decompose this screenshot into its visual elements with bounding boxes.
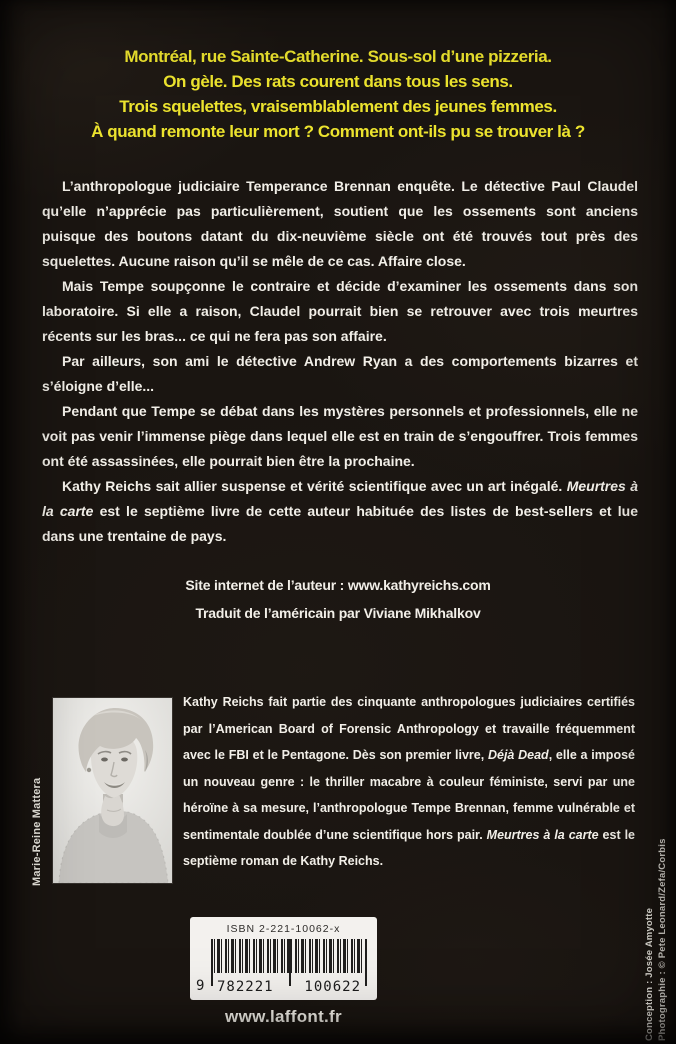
bio-text: , elle a imposé un nouveau genre : le thriller macabre à couleur féministe, servi par une héroïne à sa mesure, l’anthropologue Tempe Brennan, femme vulnérable et sentimentale doublée d’une scientifique hors pair. (183, 748, 635, 842)
credit-photographie-vertical: Photographie : © Pete Leonard/Zefa/Corbis (657, 838, 668, 1041)
synopsis-text: est le septième livre de cette auteur habituée des listes de best-sellers et lue dans une trentaine de pays. (42, 503, 638, 544)
synopsis (42, 174, 638, 549)
book-title-italic: Meurtres à la carte (42, 478, 638, 519)
author-bio (183, 689, 635, 875)
synopsis-paragraph: Par ailleurs, son ami le détective Andrew Ryan a des comportements bizarres et s’éloigne d’elle... (42, 353, 638, 394)
synopsis-paragraph: L’anthropologue judiciaire Temperance Brennan enquête. Le détective Paul Claudel qu’elle n’apprécie pas particulièrement, soutient que les ossements sont anciens puisque des boutons datant du dix-neuvième siècle ont été trouvés tout près des squelettes. Aucune raison qu’il se mêle de ce cas. Affaire close. (42, 178, 638, 269)
teaser-line: On gèle. Des rats courent dans tous les sens. (163, 72, 513, 91)
author-website-line: Site internet de l’auteur : www.kathyreichs.com (185, 577, 491, 593)
author-photo (53, 698, 172, 883)
author-portrait-photo (53, 698, 172, 883)
translator-line: Traduit de l’américain par Viviane Mikhalkov (195, 605, 481, 621)
barcode-digit-group: 782221 (214, 979, 277, 995)
teaser-line: Montréal, rue Sainte-Catherine. Sous-sol d’une pizzeria. (124, 47, 552, 66)
synopsis-text: Kathy Reichs sait allier suspense et vérité scientifique avec un art inégalé. (62, 478, 567, 494)
synopsis-paragraph: Mais Tempe soupçonne le contraire et décide d’examiner les ossements dans son laboratoire. Si elle a raison, Claudel pourrait bien se retrouver avec trois meurtres récents sur les bras... ce qui ne fera pas son affaire. (42, 278, 638, 344)
photo-credit-vertical: Marie-Reine Mattera (31, 777, 43, 886)
credit-conception-vertical: Conception : Josée Amyotte (644, 907, 655, 1041)
teaser-line: À quand remonte leur mort ? Comment ont-ils pu se trouver là ? (91, 122, 585, 141)
barcode-guard (365, 939, 367, 986)
bio-paragraph (183, 689, 635, 875)
synopsis-paragraph (42, 474, 638, 549)
barcode-box (190, 917, 377, 1000)
synopsis-paragraph: Pendant que Tempe se débat dans les mystères personnels et professionnels, elle ne voit pas venir l’immense piège dans lequel elle est en train de s’engouffrer. Trois femmes ont été assassinées, elle pourrait bien être la prochaine. (42, 403, 638, 469)
isbn-label: ISBN 2-221-10062-x (226, 923, 341, 935)
barcode-digits (214, 979, 364, 995)
barcode-digit-group: 100622 (301, 979, 364, 995)
bio-text: Kathy Reichs fait partie des cinquante anthropologues judiciaires certifiés par l’American Board of Forensic Anthropology et travaille fréquemment avec le FBI et le Pentagone. Dès son premier livre, (183, 695, 635, 762)
publisher-url: www.laffont.fr (225, 1007, 342, 1026)
book-title-italic: Meurtres à la carte (486, 827, 599, 842)
barcode-digit-lead: 9 (196, 978, 205, 994)
book-title-italic: Déjà Dead (487, 748, 549, 762)
barcode-guard (211, 939, 213, 986)
teaser-block (0, 44, 676, 144)
barcode-bars (196, 939, 372, 995)
bio-text: est le septième roman de Kathy Reichs. (183, 827, 635, 868)
teaser-line: Trois squelettes, vraisemblablement des jeunes femmes. (119, 97, 557, 116)
